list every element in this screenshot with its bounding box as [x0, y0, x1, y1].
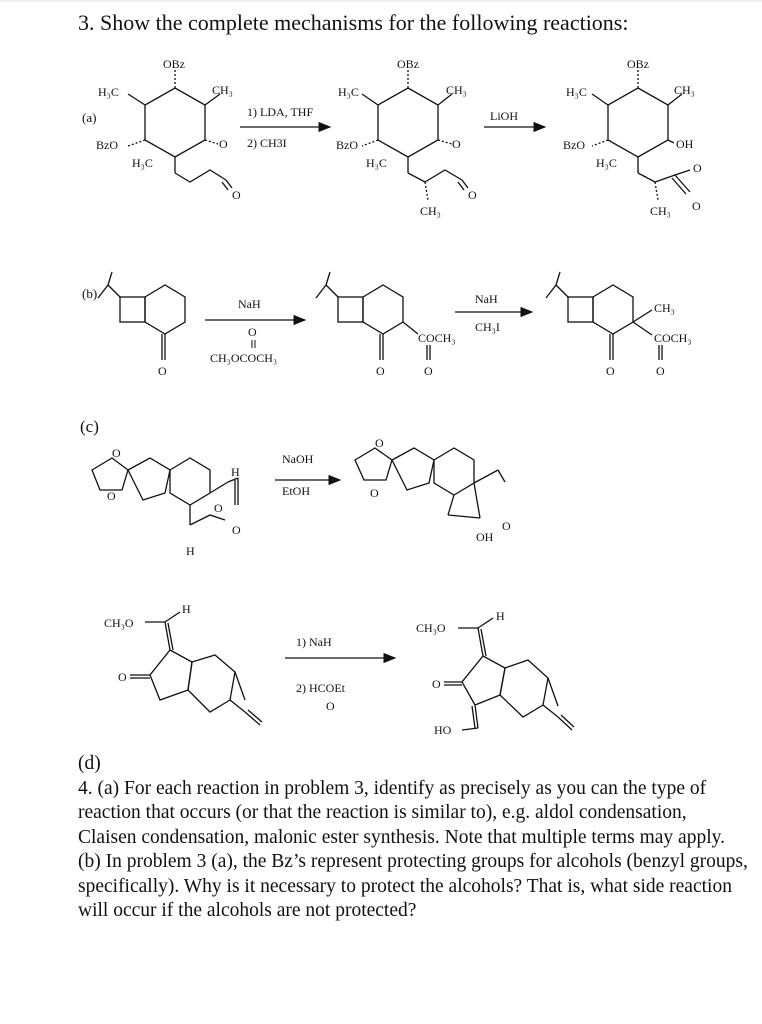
c2-ketal-o-bottom: O: [370, 486, 379, 500]
reaction-c: [80, 417, 511, 558]
b3-coch3: COCH₃: [654, 331, 692, 345]
a2-ring-o: O: [452, 137, 461, 151]
b-reagent1-sub: CH₃OCOCH₃: [210, 351, 278, 365]
c2-ketal-o-top: O: [375, 436, 384, 450]
molecule-c1-reactant: [92, 446, 241, 558]
molecule-a3-product: [563, 57, 702, 218]
problem-4: [78, 752, 748, 924]
a3-oh: OH: [676, 137, 694, 151]
d2-ketone-o: O: [432, 677, 441, 691]
a1-obz: OBz: [163, 57, 185, 71]
d1-ch3o: CH₃O: [104, 616, 134, 630]
b-reagent1-o: O: [248, 325, 257, 339]
a2-bzo: BzO: [336, 138, 358, 152]
a2-obz: OBz: [397, 57, 419, 71]
c1-h-aldehyde: H: [231, 465, 240, 479]
a3-ch3: CH₃: [674, 83, 695, 97]
b2-coch3: COCH₃: [418, 331, 456, 345]
molecule-b3-product: [546, 272, 692, 378]
c1-o-right: O: [232, 523, 241, 537]
label-c: (c): [80, 417, 99, 436]
a3-new-ch3: CH₃: [650, 204, 671, 218]
b3-o: O: [606, 364, 615, 378]
a3-bzo: BzO: [563, 138, 585, 152]
a2-h3c: H₃C: [338, 85, 359, 99]
page-top-border: [0, 0, 762, 2]
d-step1: 1) NaH: [296, 635, 332, 649]
a1-bzo: BzO: [96, 138, 118, 152]
label-a: (a): [82, 110, 97, 125]
reaction-schemes: [0, 40, 762, 752]
c1-ketal-o-bottom: O: [107, 489, 116, 503]
a2-ch3: CH₃: [446, 83, 467, 97]
d-step2: 2) HCOEt: [296, 681, 345, 695]
d1-ketone-o: O: [118, 670, 127, 684]
a1-ring-o: O: [219, 137, 228, 151]
molecule-b1-reactant: [98, 272, 185, 378]
reaction-a: [82, 57, 702, 218]
a3-obz: OBz: [627, 57, 649, 71]
molecule-a1-reactant: [96, 57, 241, 202]
a3-o-bottom: O: [692, 199, 701, 213]
d1-h: H: [182, 602, 191, 616]
molecule-d2-product: [416, 609, 574, 737]
c1-h-bottom: H: [186, 544, 195, 558]
label-b: (b): [82, 286, 98, 301]
c1-ketal-o-top: O: [112, 446, 121, 460]
c1-o-left: O: [214, 501, 223, 515]
a3-h3c: H₃C: [566, 85, 587, 99]
problem-4-part-a: 4. (a) For each reaction in problem 3, identify as precisely as you can the type of reaction that occurs (or that the reaction is similar to), e.g. aldol condensation, Claisen condensation, malonic ester synthesis. Note that multiple terms may apply.: [78, 777, 725, 848]
a1-h3c: H₃C: [98, 85, 119, 99]
a1-ch3: CH₃: [212, 83, 233, 97]
c-reagent-bottom: EtOH: [282, 484, 310, 498]
a-step1: 1) LDA, THF: [247, 105, 314, 119]
reaction-b: [82, 272, 692, 378]
a1-h3c-lower: H₃C: [132, 156, 153, 170]
d2-h: H: [496, 609, 505, 623]
b2-acyl-o: O: [424, 364, 433, 378]
a2-h3c-lower: H₃C: [366, 156, 387, 170]
b1-o: O: [158, 364, 167, 378]
reaction-d: [104, 602, 574, 737]
d2-ho: HO: [434, 723, 452, 737]
a-reagent2: LiOH: [490, 109, 518, 123]
label-d: (d): [78, 753, 101, 774]
a-step2: 2) CH3I: [247, 136, 287, 150]
b2-o: O: [376, 364, 385, 378]
a2-new-ch3: CH₃: [420, 204, 441, 218]
a3-h3c-lower: H₃C: [596, 156, 617, 170]
b-reagent2-top: NaH: [475, 292, 498, 306]
c-reagent-top: NaOH: [282, 452, 314, 466]
b3-acyl-o: O: [656, 364, 665, 378]
d-step2-o: O: [326, 699, 335, 713]
b3-ch3: CH₃: [654, 301, 675, 315]
molecule-a2-intermediate: [336, 57, 477, 218]
molecule-d1-reactant: [104, 602, 262, 725]
molecule-c2-product: [355, 436, 511, 544]
d2-ch3o: CH₃O: [416, 621, 446, 635]
a2-carbonyl-o: O: [468, 188, 477, 202]
c2-oh: OH: [476, 530, 494, 544]
b-reagent1: NaH: [238, 297, 261, 311]
c2-o: O: [502, 519, 511, 533]
problem-4-part-b: (b) In problem 3 (a), the Bz’s represent protecting groups for alcohols (benzyl groups, specifically). Why is it necessary to protect the alcohols? That is, what side reaction will occur if the alcohols are not protected?: [78, 851, 748, 921]
problem-3-title: 3. Show the complete mechanisms for the following reactions:: [78, 10, 629, 35]
b-reagent2-bottom: CH₃I: [475, 320, 500, 334]
molecule-b2-intermediate: [316, 272, 456, 378]
a1-carbonyl-o: O: [232, 188, 241, 202]
a3-o-top: O: [693, 161, 702, 175]
